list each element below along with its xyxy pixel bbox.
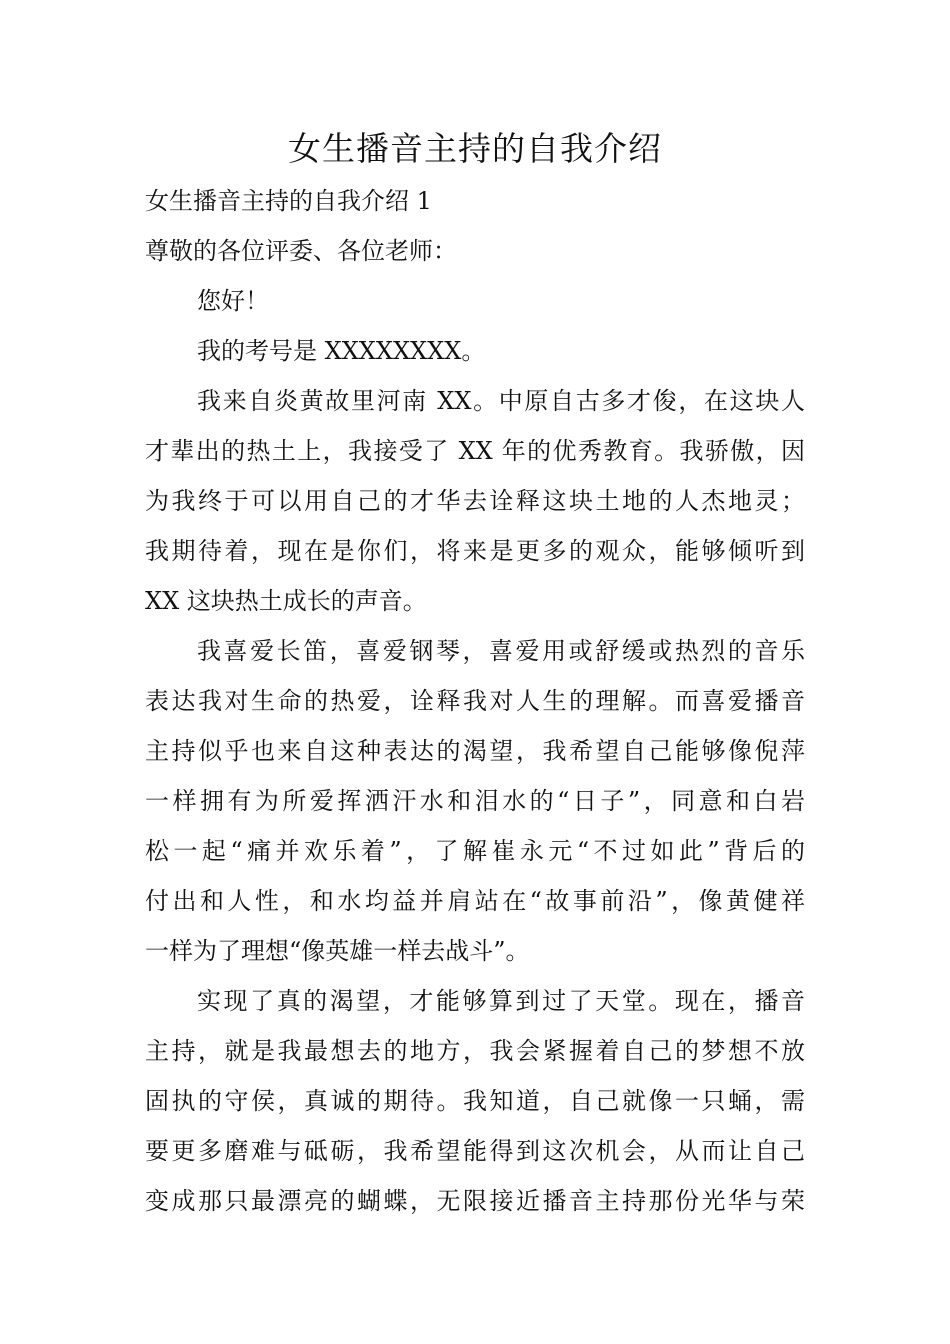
paragraph-line: 付出和人性，和水均益并肩站在“故事前沿”，像黄健祥 xyxy=(145,887,805,915)
paragraph-line: 为我终于可以用自己的才华去诠释这块土地的人杰地灵； xyxy=(145,487,805,515)
salutation: 尊敬的各位评委、各位老师： xyxy=(145,237,457,265)
greeting: 您好！ xyxy=(197,287,269,315)
exam-number: 我的考号是 XXXXXXXX。 xyxy=(197,337,486,365)
paragraph-3 xyxy=(145,976,810,1226)
paragraph-line: 一样拥有为所爱挥洒汗水和泪水的“日子”，同意和白岩 xyxy=(145,787,805,815)
paragraph-line: 要更多磨难与砥砺，我希望能得到这次机会，从而让自己 xyxy=(145,1137,805,1165)
paragraph-line: 主持，就是我最想去的地方，我会紧握着自己的梦想不放 xyxy=(145,1037,805,1065)
paragraph-1 xyxy=(145,376,810,626)
paragraph-line: 一样为了理想“像英雄一样去战斗”。 xyxy=(145,937,530,965)
paragraph-line: 固执的守侯，真诚的期待。我知道，自己就像一只蛹，需 xyxy=(145,1087,805,1115)
paragraph-line: 主持似乎也来自这种表达的渴望，我希望自己能够像倪萍 xyxy=(145,737,805,765)
paragraph-line: 我来自炎黄故里河南 XX。中原自古多才俊，在这块人 xyxy=(197,387,805,415)
paragraph-line: 才辈出的热土上，我接受了 XX 年的优秀教育。我骄傲，因 xyxy=(145,437,805,465)
paragraph-line: 实现了真的渴望，才能够算到过了天堂。现在，播音 xyxy=(197,987,805,1015)
paragraph-line: 松一起“痛并欢乐着”，了解崔永元“不过如此”背后的 xyxy=(145,837,805,865)
paragraph-line: 我喜爱长笛，喜爱钢琴，喜爱用或舒缓或热烈的音乐 xyxy=(197,637,805,665)
paragraph-line: 我期待着，现在是你们，将来是更多的观众，能够倾听到 xyxy=(145,537,805,565)
paragraph-line: 表达我对生命的热爱，诠释我对人生的理解。而喜爱播音 xyxy=(145,687,805,715)
paragraph-2 xyxy=(145,626,810,976)
paragraph-line: 变成那只最漂亮的蝴蝶，无限接近播音主持那份光华与荣 xyxy=(145,1187,805,1215)
paragraph-line: XX 这块热土成长的声音。 xyxy=(145,587,427,615)
document-title: 女生播音主持的自我介绍 xyxy=(288,129,662,168)
document-body xyxy=(145,176,810,1226)
section-heading: 女生播音主持的自我介绍 1 xyxy=(145,187,432,215)
